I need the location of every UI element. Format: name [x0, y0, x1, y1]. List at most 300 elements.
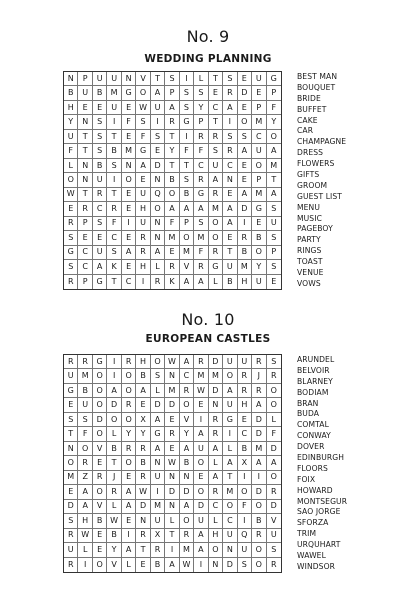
grid-cell[interactable]: L: [209, 514, 223, 528]
grid-cell[interactable]: G: [209, 260, 223, 274]
grid-cell[interactable]: C: [107, 231, 121, 245]
grid-cell[interactable]: G: [136, 144, 150, 158]
grid-cell[interactable]: U: [151, 101, 165, 115]
grid-cell[interactable]: A: [122, 246, 136, 260]
grid-cell[interactable]: G: [64, 246, 78, 260]
grid-cell[interactable]: P: [252, 173, 266, 187]
grid-cell[interactable]: L: [267, 413, 281, 427]
grid-cell[interactable]: B: [136, 369, 150, 383]
grid-cell[interactable]: S: [180, 86, 194, 100]
grid-cell[interactable]: F: [165, 217, 179, 231]
grid-cell[interactable]: R: [64, 558, 78, 572]
grid-cell[interactable]: R: [64, 529, 78, 543]
grid-cell[interactable]: W: [194, 384, 208, 398]
grid-cell[interactable]: L: [122, 558, 136, 572]
grid-cell[interactable]: P: [78, 72, 92, 86]
grid-cell[interactable]: O: [267, 384, 281, 398]
grid-cell[interactable]: D: [151, 159, 165, 173]
grid-cell[interactable]: I: [180, 72, 194, 86]
grid-cell[interactable]: D: [165, 398, 179, 412]
grid-cell[interactable]: N: [64, 72, 78, 86]
grid-cell[interactable]: E: [122, 260, 136, 274]
grid-cell[interactable]: C: [209, 101, 223, 115]
grid-cell[interactable]: E: [122, 130, 136, 144]
grid-cell[interactable]: D: [267, 442, 281, 456]
grid-cell[interactable]: S: [107, 246, 121, 260]
grid-cell[interactable]: E: [165, 246, 179, 260]
grid-cell[interactable]: D: [107, 398, 121, 412]
grid-cell[interactable]: I: [122, 217, 136, 231]
grid-cell[interactable]: O: [122, 369, 136, 383]
grid-cell[interactable]: S: [180, 101, 194, 115]
grid-cell[interactable]: L: [223, 442, 237, 456]
grid-cell[interactable]: B: [238, 442, 252, 456]
grid-cell[interactable]: N: [122, 159, 136, 173]
grid-cell[interactable]: L: [107, 427, 121, 441]
grid-cell[interactable]: V: [93, 500, 107, 514]
grid-cell[interactable]: O: [78, 442, 92, 456]
grid-cell[interactable]: T: [78, 144, 92, 158]
grid-cell[interactable]: F: [78, 427, 92, 441]
grid-cell[interactable]: A: [180, 500, 194, 514]
grid-cell[interactable]: E: [93, 231, 107, 245]
grid-cell[interactable]: M: [223, 485, 237, 499]
grid-cell[interactable]: I: [136, 275, 150, 289]
grid-cell[interactable]: A: [209, 471, 223, 485]
grid-cell[interactable]: B: [107, 144, 121, 158]
grid-cell[interactable]: S: [194, 86, 208, 100]
grid-cell[interactable]: R: [209, 413, 223, 427]
grid-cell[interactable]: I: [122, 529, 136, 543]
grid-cell[interactable]: R: [252, 529, 266, 543]
grid-cell[interactable]: X: [238, 456, 252, 470]
grid-cell[interactable]: U: [64, 130, 78, 144]
grid-cell[interactable]: M: [64, 471, 78, 485]
grid-cell[interactable]: O: [252, 159, 266, 173]
grid-cell[interactable]: I: [107, 355, 121, 369]
grid-cell[interactable]: N: [151, 173, 165, 187]
grid-cell[interactable]: A: [267, 188, 281, 202]
grid-cell[interactable]: A: [180, 442, 194, 456]
grid-cell[interactable]: A: [209, 173, 223, 187]
grid-cell[interactable]: E: [136, 558, 150, 572]
grid-cell[interactable]: R: [64, 217, 78, 231]
grid-cell[interactable]: Y: [194, 101, 208, 115]
grid-cell[interactable]: I: [165, 543, 179, 557]
grid-cell[interactable]: R: [78, 202, 92, 216]
grid-cell[interactable]: M: [194, 231, 208, 245]
grid-cell[interactable]: W: [136, 101, 150, 115]
grid-cell[interactable]: L: [165, 514, 179, 528]
grid-cell[interactable]: O: [238, 485, 252, 499]
grid-cell[interactable]: U: [223, 529, 237, 543]
grid-cell[interactable]: E: [238, 413, 252, 427]
grid-cell[interactable]: R: [267, 369, 281, 383]
grid-cell[interactable]: O: [252, 558, 266, 572]
grid-cell[interactable]: T: [209, 115, 223, 129]
grid-cell[interactable]: Z: [78, 471, 92, 485]
grid-cell[interactable]: R: [136, 442, 150, 456]
grid-cell[interactable]: I: [107, 173, 121, 187]
grid-cell[interactable]: P: [165, 86, 179, 100]
grid-cell[interactable]: E: [64, 202, 78, 216]
grid-cell[interactable]: B: [223, 275, 237, 289]
grid-cell[interactable]: P: [252, 101, 266, 115]
grid-cell[interactable]: P: [180, 217, 194, 231]
grid-cell[interactable]: U: [223, 260, 237, 274]
grid-cell[interactable]: H: [238, 275, 252, 289]
grid-cell[interactable]: G: [64, 384, 78, 398]
grid-cell[interactable]: A: [194, 529, 208, 543]
grid-cell[interactable]: T: [107, 130, 121, 144]
grid-cell[interactable]: J: [252, 369, 266, 383]
grid-cell[interactable]: M: [252, 442, 266, 456]
grid-cell[interactable]: A: [194, 543, 208, 557]
grid-cell[interactable]: U: [252, 275, 266, 289]
grid-cell[interactable]: D: [209, 384, 223, 398]
grid-cell[interactable]: R: [165, 260, 179, 274]
grid-cell[interactable]: E: [136, 173, 150, 187]
grid-cell[interactable]: O: [180, 514, 194, 528]
grid-cell[interactable]: O: [267, 398, 281, 412]
grid-cell[interactable]: M: [267, 159, 281, 173]
grid-cell[interactable]: L: [194, 72, 208, 86]
grid-cell[interactable]: A: [78, 485, 92, 499]
grid-cell[interactable]: P: [267, 86, 281, 100]
grid-cell[interactable]: U: [93, 246, 107, 260]
grid-cell[interactable]: E: [122, 202, 136, 216]
grid-cell[interactable]: H: [136, 202, 150, 216]
grid-cell[interactable]: A: [180, 355, 194, 369]
grid-cell[interactable]: B: [180, 456, 194, 470]
grid-cell[interactable]: C: [194, 159, 208, 173]
grid-cell[interactable]: T: [209, 72, 223, 86]
grid-cell[interactable]: A: [151, 442, 165, 456]
grid-cell[interactable]: S: [223, 130, 237, 144]
grid-cell[interactable]: B: [93, 159, 107, 173]
grid-cell[interactable]: E: [136, 398, 150, 412]
grid-cell[interactable]: R: [209, 427, 223, 441]
grid-cell[interactable]: A: [122, 543, 136, 557]
grid-cell[interactable]: A: [238, 144, 252, 158]
grid-cell[interactable]: M: [194, 369, 208, 383]
grid-cell[interactable]: W: [180, 558, 194, 572]
grid-cell[interactable]: O: [122, 456, 136, 470]
grid-cell[interactable]: W: [165, 456, 179, 470]
grid-cell[interactable]: U: [267, 217, 281, 231]
grid-cell[interactable]: F: [64, 144, 78, 158]
grid-cell[interactable]: L: [209, 456, 223, 470]
grid-cell[interactable]: P: [267, 246, 281, 260]
grid-cell[interactable]: D: [223, 558, 237, 572]
grid-cell[interactable]: K: [107, 260, 121, 274]
grid-cell[interactable]: O: [93, 427, 107, 441]
grid-cell[interactable]: E: [271, 276, 277, 286]
grid-cell[interactable]: S: [267, 543, 281, 557]
grid-cell[interactable]: I: [151, 485, 165, 499]
grid-cell[interactable]: C: [252, 130, 266, 144]
grid-cell[interactable]: B: [107, 442, 121, 456]
grid-cell[interactable]: A: [223, 202, 237, 216]
grid-cell[interactable]: M: [180, 543, 194, 557]
grid-cell[interactable]: D: [180, 485, 194, 499]
grid-cell[interactable]: I: [180, 130, 194, 144]
grid-cell[interactable]: D: [194, 500, 208, 514]
grid-cell[interactable]: D: [238, 86, 252, 100]
grid-cell[interactable]: P: [78, 275, 92, 289]
grid-cell[interactable]: D: [136, 500, 150, 514]
grid-cell[interactable]: S: [93, 130, 107, 144]
grid-cell[interactable]: U: [107, 72, 121, 86]
grid-cell[interactable]: A: [107, 384, 121, 398]
grid-cell[interactable]: N: [151, 217, 165, 231]
grid-cell[interactable]: O: [209, 217, 223, 231]
grid-cell[interactable]: Y: [165, 144, 179, 158]
grid-cell[interactable]: F: [136, 130, 150, 144]
grid-cell[interactable]: G: [122, 86, 136, 100]
grid-cell[interactable]: T: [165, 159, 179, 173]
grid-cell[interactable]: R: [194, 173, 208, 187]
grid-cell[interactable]: R: [151, 543, 165, 557]
grid-cell[interactable]: A: [122, 485, 136, 499]
grid-cell[interactable]: R: [209, 188, 223, 202]
grid-cell[interactable]: T: [64, 427, 78, 441]
grid-cell[interactable]: I: [223, 115, 237, 129]
grid-cell[interactable]: A: [136, 384, 150, 398]
grid-cell[interactable]: E: [252, 217, 266, 231]
grid-cell[interactable]: B: [78, 384, 92, 398]
grid-cell[interactable]: S: [223, 72, 237, 86]
grid-cell[interactable]: S: [107, 159, 121, 173]
grid-cell[interactable]: A: [252, 456, 266, 470]
grid-cell[interactable]: H: [238, 398, 252, 412]
grid-cell[interactable]: O: [64, 173, 78, 187]
grid-cell[interactable]: T: [78, 188, 92, 202]
grid-cell[interactable]: F: [267, 101, 281, 115]
grid-cell[interactable]: A: [165, 202, 179, 216]
grid-cell[interactable]: P: [194, 115, 208, 129]
grid-cell[interactable]: O: [180, 398, 194, 412]
grid-cell[interactable]: B: [136, 456, 150, 470]
grid-cell[interactable]: E: [64, 485, 78, 499]
grid-cell[interactable]: E: [122, 188, 136, 202]
grid-cell[interactable]: S: [151, 369, 165, 383]
grid-cell[interactable]: E: [122, 514, 136, 528]
grid-cell[interactable]: R: [136, 231, 150, 245]
grid-cell[interactable]: C: [180, 369, 194, 383]
grid-cell[interactable]: Y: [267, 115, 281, 129]
grid-cell[interactable]: A: [223, 456, 237, 470]
grid-cell[interactable]: O: [223, 369, 237, 383]
grid-cell[interactable]: N: [209, 558, 223, 572]
grid-cell[interactable]: G: [267, 72, 281, 86]
grid-cell[interactable]: A: [194, 202, 208, 216]
grid-cell[interactable]: A: [238, 188, 252, 202]
grid-cell[interactable]: E: [165, 442, 179, 456]
grid-cell[interactable]: L: [209, 275, 223, 289]
grid-cell[interactable]: A: [136, 159, 150, 173]
grid-cell[interactable]: E: [223, 188, 237, 202]
grid-cell[interactable]: E: [165, 413, 179, 427]
grid-cell[interactable]: I: [194, 558, 208, 572]
grid-cell[interactable]: S: [238, 558, 252, 572]
grid-cell[interactable]: U: [223, 398, 237, 412]
grid-cell[interactable]: C: [93, 202, 107, 216]
grid-cell[interactable]: R: [122, 355, 136, 369]
grid-cell[interactable]: E: [122, 471, 136, 485]
grid-cell[interactable]: R: [270, 559, 277, 569]
grid-cell[interactable]: M: [107, 86, 121, 100]
grid-cell[interactable]: O: [93, 558, 107, 572]
grid-cell[interactable]: O: [209, 543, 223, 557]
grid-cell[interactable]: A: [180, 275, 194, 289]
grid-cell[interactable]: B: [151, 558, 165, 572]
grid-cell[interactable]: U: [64, 543, 78, 557]
grid-cell[interactable]: R: [252, 355, 266, 369]
grid-cell[interactable]: E: [93, 101, 107, 115]
grid-cell[interactable]: A: [194, 275, 208, 289]
grid-cell[interactable]: R: [78, 355, 92, 369]
grid-cell[interactable]: A: [194, 427, 208, 441]
grid-cell[interactable]: T: [107, 456, 121, 470]
grid-cell[interactable]: G: [252, 202, 266, 216]
grid-cell[interactable]: N: [78, 159, 92, 173]
grid-cell[interactable]: N: [223, 543, 237, 557]
grid-cell[interactable]: C: [238, 427, 252, 441]
grid-cell[interactable]: E: [151, 144, 165, 158]
grid-cell[interactable]: N: [78, 173, 92, 187]
grid-cell[interactable]: A: [223, 101, 237, 115]
grid-cell[interactable]: Y: [180, 427, 194, 441]
grid-cell[interactable]: T: [165, 130, 179, 144]
grid-cell[interactable]: R: [107, 485, 121, 499]
grid-cell[interactable]: O: [252, 500, 266, 514]
grid-cell[interactable]: M: [252, 188, 266, 202]
grid-cell[interactable]: M: [209, 369, 223, 383]
grid-cell[interactable]: W: [107, 514, 121, 528]
grid-cell[interactable]: U: [194, 514, 208, 528]
grid-cell[interactable]: O: [93, 384, 107, 398]
grid-cell[interactable]: N: [223, 173, 237, 187]
grid-cell[interactable]: I: [194, 413, 208, 427]
grid-cell[interactable]: P: [78, 217, 92, 231]
grid-cell[interactable]: S: [78, 413, 92, 427]
grid-cell[interactable]: O: [194, 456, 208, 470]
grid-cell[interactable]: T: [107, 188, 121, 202]
grid-cell[interactable]: Y: [252, 260, 266, 274]
grid-cell[interactable]: F: [122, 115, 136, 129]
grid-cell[interactable]: F: [107, 217, 121, 231]
grid-cell[interactable]: R: [93, 188, 107, 202]
grid-cell[interactable]: H: [64, 101, 78, 115]
grid-cell[interactable]: S: [267, 202, 281, 216]
grid-cell[interactable]: D: [238, 202, 252, 216]
grid-cell[interactable]: T: [267, 173, 281, 187]
grid-cell[interactable]: E: [238, 72, 252, 86]
grid-cell[interactable]: O: [238, 115, 252, 129]
grid-cell[interactable]: R: [64, 275, 78, 289]
grid-cell[interactable]: X: [151, 529, 165, 543]
grid-cell[interactable]: B: [252, 514, 266, 528]
grid-cell[interactable]: A: [209, 442, 223, 456]
grid-cell[interactable]: V: [180, 260, 194, 274]
grid-cell[interactable]: Q: [238, 529, 252, 543]
grid-cell[interactable]: O: [93, 398, 107, 412]
grid-cell[interactable]: O: [165, 188, 179, 202]
grid-cell[interactable]: U: [238, 543, 252, 557]
grid-cell[interactable]: S: [64, 413, 78, 427]
grid-cell[interactable]: I: [238, 217, 252, 231]
grid-cell[interactable]: E: [78, 101, 92, 115]
grid-cell[interactable]: B: [252, 231, 266, 245]
grid-cell[interactable]: R: [252, 384, 266, 398]
grid-cell[interactable]: N: [136, 514, 150, 528]
grid-cell[interactable]: R: [151, 275, 165, 289]
grid-cell[interactable]: O: [122, 384, 136, 398]
grid-cell[interactable]: L: [78, 543, 92, 557]
grid-cell[interactable]: D: [93, 413, 107, 427]
grid-cell[interactable]: C: [122, 275, 136, 289]
grid-cell[interactable]: V: [93, 442, 107, 456]
grid-cell[interactable]: G: [93, 275, 107, 289]
grid-cell[interactable]: T: [165, 529, 179, 543]
grid-cell[interactable]: H: [209, 529, 223, 543]
grid-cell[interactable]: R: [238, 369, 252, 383]
grid-cell[interactable]: R: [165, 427, 179, 441]
grid-cell[interactable]: U: [136, 217, 150, 231]
grid-cell[interactable]: R: [107, 202, 121, 216]
grid-cell[interactable]: D: [151, 398, 165, 412]
grid-cell[interactable]: I: [238, 471, 252, 485]
grid-cell[interactable]: C: [78, 260, 92, 274]
grid-cell[interactable]: M: [252, 115, 266, 129]
grid-cell[interactable]: O: [267, 471, 281, 485]
grid-cell[interactable]: A: [151, 86, 165, 100]
grid-cell[interactable]: C: [223, 159, 237, 173]
grid-cell[interactable]: I: [151, 115, 165, 129]
grid-cell[interactable]: N: [151, 456, 165, 470]
grid-cell[interactable]: S: [194, 217, 208, 231]
grid-cell[interactable]: S: [93, 217, 107, 231]
grid-cell[interactable]: O: [64, 456, 78, 470]
grid-cell[interactable]: E: [78, 231, 92, 245]
grid-cell[interactable]: F: [267, 427, 281, 441]
grid-cell[interactable]: M: [151, 500, 165, 514]
grid-cell[interactable]: O: [93, 485, 107, 499]
grid-cell[interactable]: O: [194, 485, 208, 499]
grid-cell[interactable]: R: [136, 471, 150, 485]
grid-cell[interactable]: G: [93, 355, 107, 369]
grid-cell[interactable]: R: [194, 130, 208, 144]
grid-cell[interactable]: U: [223, 355, 237, 369]
grid-cell[interactable]: B: [93, 514, 107, 528]
grid-cell[interactable]: B: [165, 173, 179, 187]
grid-cell[interactable]: B: [180, 188, 194, 202]
grid-cell[interactable]: O: [252, 543, 266, 557]
grid-cell[interactable]: E: [194, 398, 208, 412]
grid-cell[interactable]: O: [180, 231, 194, 245]
grid-cell[interactable]: U: [238, 355, 252, 369]
grid-cell[interactable]: L: [151, 260, 165, 274]
grid-cell[interactable]: N: [180, 471, 194, 485]
grid-cell[interactable]: I: [107, 115, 121, 129]
grid-cell[interactable]: R: [209, 485, 223, 499]
grid-cell[interactable]: R: [136, 246, 150, 260]
grid-cell[interactable]: T: [223, 246, 237, 260]
grid-cell[interactable]: L: [64, 159, 78, 173]
grid-cell[interactable]: F: [194, 246, 208, 260]
grid-cell[interactable]: O: [122, 173, 136, 187]
